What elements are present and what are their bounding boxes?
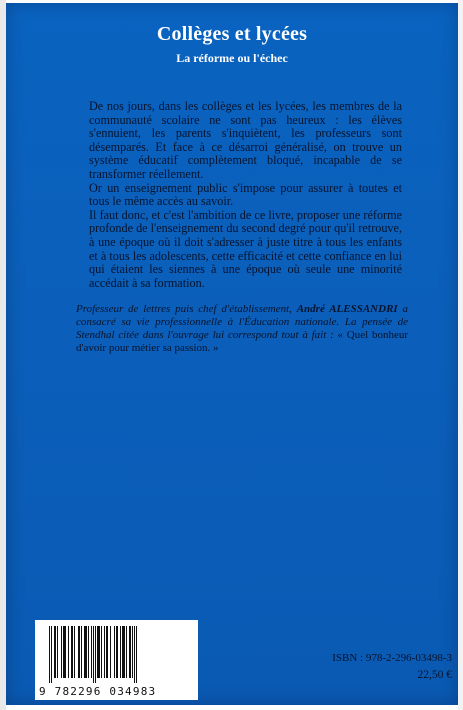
book-subtitle: La réforme ou l'échec (176, 51, 288, 65)
stendhal-quote: « Quel bonheur d'avoir pour métier sa passion. » (76, 329, 408, 354)
author-bio-intro: Professeur de lettres puis chef d'établissement, (76, 303, 297, 315)
isbn: ISBN : 978-2-296-03498-3 (332, 652, 452, 664)
barcode-box (35, 620, 198, 700)
author-bio-text: a consacré sa vie professionnelle à l'Éducation nationale. La pensée de Stendhal citée dans l'ouvrage lui correspond tout à fait : (76, 303, 409, 341)
price: 22,50 € (417, 669, 452, 681)
barcode-icon (49, 626, 190, 678)
blurb-paragraph: De nos jours, dans les collèges et les lycées, les membres de la communauté scolaire ne sont pas heureux : les élèves s'ennuient, les parents s'inquiètent, les professeurs sont désemparés. Et face à ce désarroi généralisé, on trouve un système éducatif complètement bloqué, incapable de se transformer réellement. (89, 99, 402, 181)
blurb-paragraph: Or un enseignement public s'impose pour assurer à toutes et tous le même accès au savoir. (89, 180, 402, 209)
page-edge-right (458, 0, 463, 710)
blurb-paragraph: Il faut donc, et c'est l'ambition de ce livre, proposer une réforme profonde de l'enseignement du second degré pour qu'il retrouve, à une époque où il doit s'adresser à juste titre à tous les enfants et à tous les adolescents, cette efficacité et cette confiance en lui qui étaient les siennes à une époque où seule une minorité accédait à sa formation. (89, 207, 402, 290)
author-name: André ALESSANDRI (296, 303, 398, 315)
author-bio (76, 303, 408, 355)
book-title: Collèges et lycées (156, 23, 308, 45)
book-back-cover (6, 3, 458, 705)
blurb (89, 100, 402, 290)
barcode-number: 9 782296 034983 (39, 685, 157, 698)
